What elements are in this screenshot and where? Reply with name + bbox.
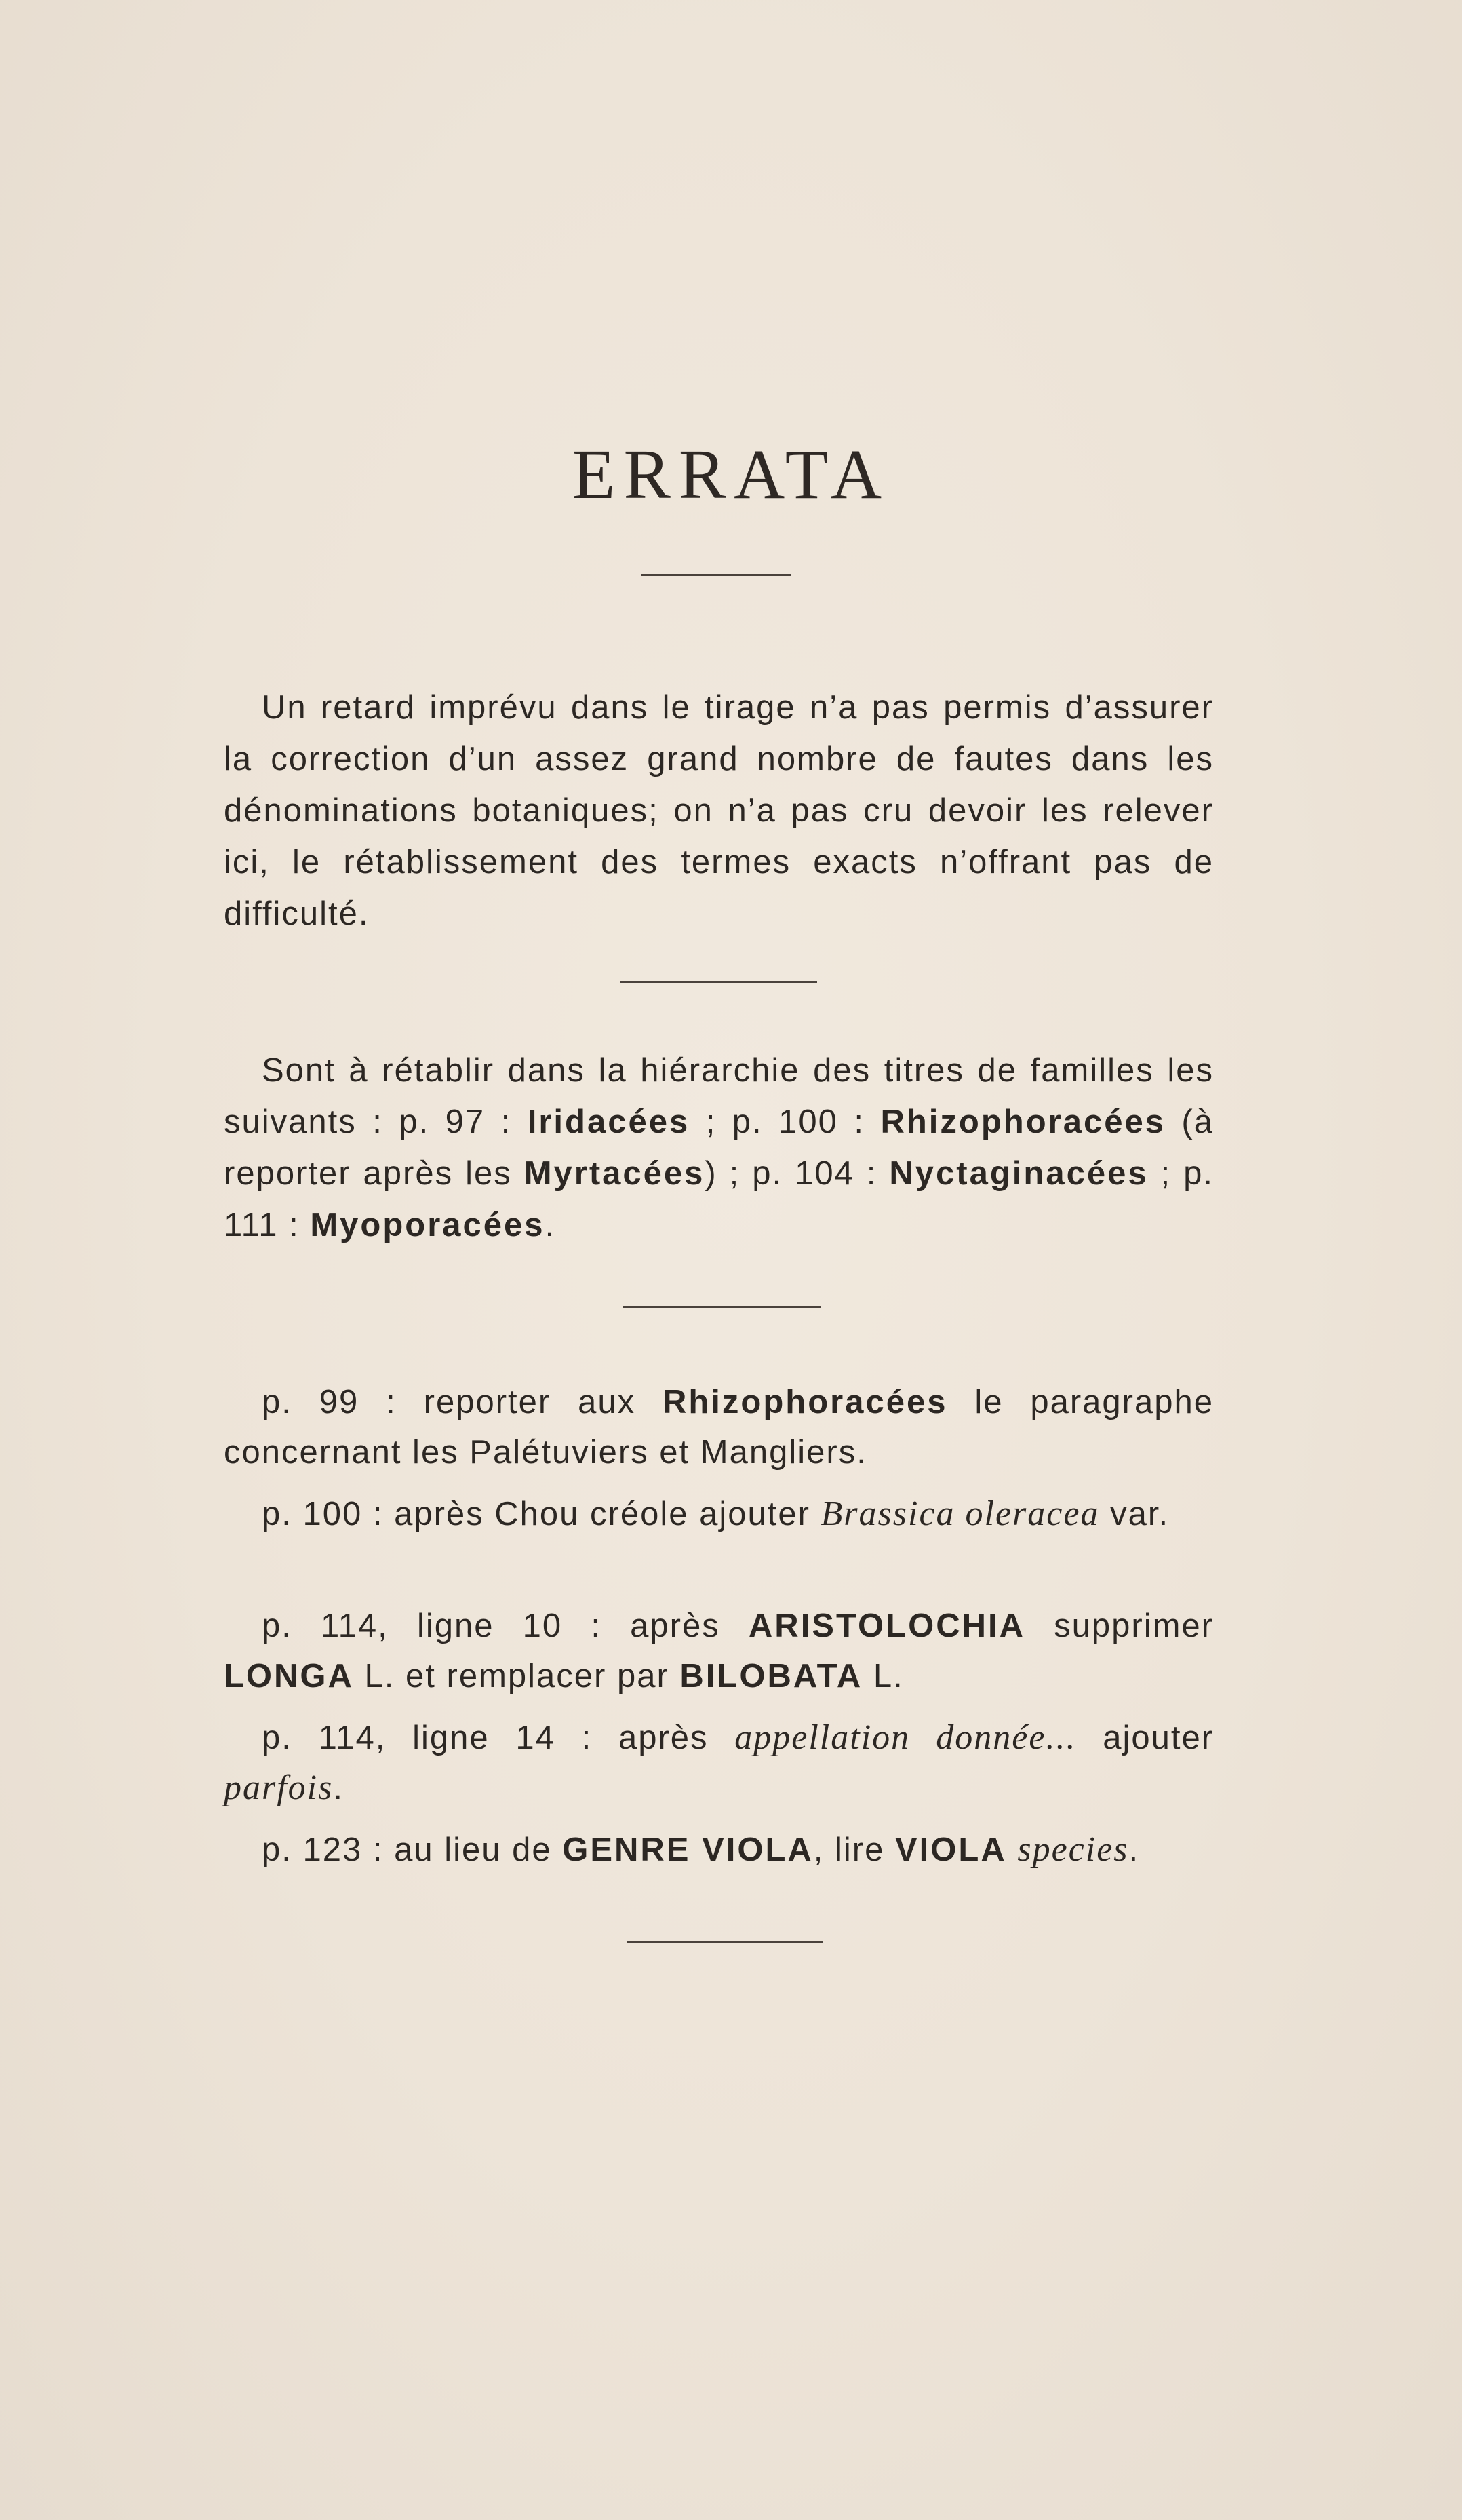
entry-3-e: L. et remplacer par — [353, 1658, 680, 1694]
entry-1-a: p. 99 : reporter aux — [262, 1384, 663, 1420]
hierarchy-lead: Sont à rétablir dans la hiérarchie des titres de familles les suivants : — [224, 1052, 1214, 1140]
entry-3-new-epithet: BILOBATA — [679, 1658, 863, 1694]
entry-5-c: , lire — [813, 1831, 895, 1868]
entry-4-phrase: appellation donnée... — [734, 1718, 1077, 1757]
entry-3-genus: ARISTOLOCHIA — [748, 1608, 1025, 1644]
entry-5-e — [1007, 1831, 1018, 1868]
family-iridacees: Iridacées — [527, 1104, 690, 1140]
page-title: ERRATA — [572, 435, 890, 513]
entry-1-c: le paragraphe concernant les Palétuviers et Mangliers. — [224, 1384, 1214, 1471]
entry-4-a: p. 114, ligne 14 : après — [262, 1720, 735, 1756]
family-rhizophoracees: Rhizophoracées — [880, 1104, 1166, 1140]
intro-text: Un retard imprévu dans le tirage n’a pas permis d’assurer la correction d’un assez grand nombre de fautes dans les dénominations botaniques; on n’a pas cru devoir les relever ici, le rétablissement des termes exacts n’offrant pas de difficulté. — [224, 689, 1214, 932]
erratum-entry — [224, 1825, 1214, 1875]
family-nyctaginacees: Nyctaginacées — [889, 1155, 1149, 1192]
entry-2-c: var. — [1099, 1496, 1170, 1532]
entry-4-e: . — [333, 1770, 344, 1806]
entry-2-a: p. 100 : après Chou créole ajouter — [262, 1496, 821, 1532]
closing-divider — [627, 1941, 823, 1943]
hierarchy-sep2: ) ; p. 104 : — [705, 1155, 890, 1192]
erratum-entry — [224, 1601, 1214, 1701]
entry-5-old: GENRE VIOLA — [562, 1831, 814, 1868]
intro-divider — [620, 981, 817, 983]
entry-3-c: supprimer — [1025, 1608, 1214, 1644]
hierarchy-sep3: ; p. 111 : — [224, 1155, 1214, 1243]
entry-3-g: L. — [863, 1658, 904, 1694]
entry-3-a: p. 114, ligne 10 : après — [262, 1608, 749, 1644]
intro-paragraph — [224, 682, 1214, 939]
erratum-entry — [224, 1489, 1214, 1539]
entry-4-c: ajouter — [1076, 1720, 1214, 1756]
entry-1-family: Rhizophoracées — [662, 1384, 948, 1420]
entry-2-species: Brassica oleracea — [821, 1494, 1100, 1533]
hierarchy-paren: (à reporter après les — [224, 1104, 1214, 1192]
entry-3-old-epithet: LONGA — [224, 1658, 354, 1694]
family-myoporacees: Myoporacées — [310, 1207, 545, 1243]
hierarchy-paragraph — [224, 1045, 1214, 1251]
erratum-entry — [224, 1377, 1214, 1477]
hierarchy-divider — [623, 1306, 821, 1308]
entry-5-g: . — [1128, 1831, 1140, 1868]
entry-5-a: p. 123 : au lieu de — [262, 1831, 563, 1868]
entry-5-genus: VIOLA — [894, 1831, 1007, 1868]
hierarchy-end: . — [545, 1207, 556, 1243]
title-divider — [641, 574, 791, 576]
entry-4-word: parfois — [224, 1768, 334, 1807]
erratum-entry — [224, 1713, 1214, 1813]
hierarchy-p97: p. 97 : — [399, 1104, 528, 1140]
family-myrtacees: Myrtacées — [523, 1155, 705, 1192]
entry-5-species: species — [1017, 1830, 1129, 1869]
hierarchy-sep1: ; p. 100 : — [690, 1104, 881, 1140]
